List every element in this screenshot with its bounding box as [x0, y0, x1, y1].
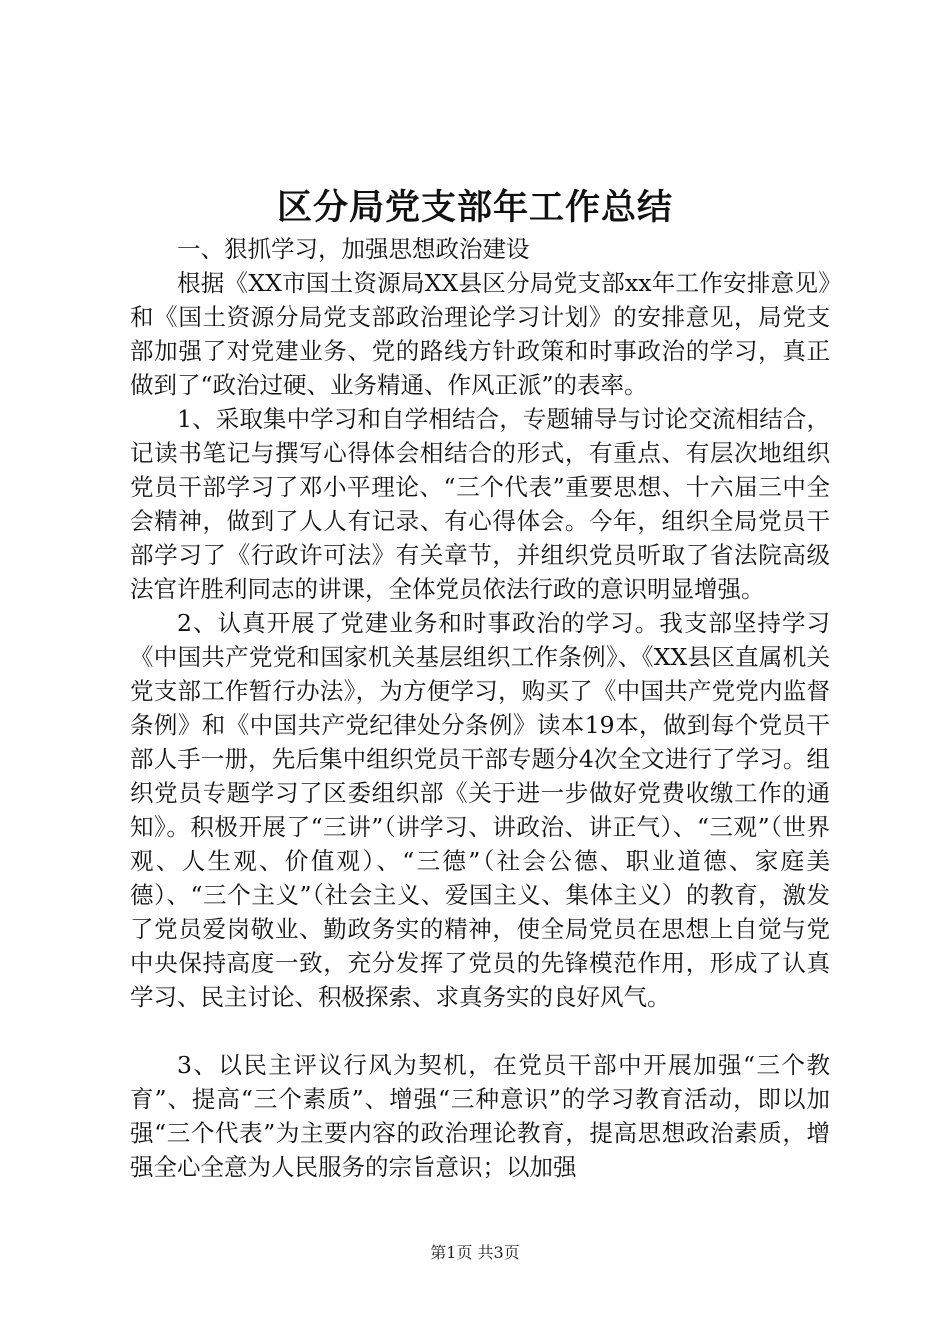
paragraph-2: 2、认真开展了党建业务和时事政治的学习。我支部坚持学习《中国共产党党和国家机关基层组织工作条例》、《XX县区直属机关党支部工作暂行办法》，为方便学习，购买了《中国共产党党内监督条例》和《中国共产党纪律处分条例》读本19本，做到每个党员干部人手一册，先后集中组织党员干部专题分4次全文进行了学习。组织党员专题学习了区委组织部《关于进一步做好党费收缴工作的通知》。积极开展了“三讲”（讲学习、讲政治、讲正气）、“三观”（世界观、人生观、价值观）、“三德”（社会公德、职业道德、家庭美德）、“三个主义”（社会主义、爱国主义、集体主义）的教育，激发了党员爱岗敬业、勤政务实的精神，使全局党员在思想上自觉与党中央保持高度一致，充分发挥了党员的先锋模范作用，形成了认真学习、民主讨论、积极探索、求真务实的良好风气。 — [130, 609, 830, 1011]
section-heading: 一、狠抓学习，加强思想政治建设 — [177, 235, 530, 263]
page-footer: 第1页 共3页 — [430, 1243, 520, 1262]
paragraph-3: 3、以民主评议行风为契机，在党员干部中开展加强“三个教育”、提高“三个素质”、增强“三种意识”的学习教育活动，即以加强“三个代表”为主要内容的政治理论教育，提高思想政治素质，增强全心全意为人民服务的宗旨意识；以加强 — [130, 1051, 830, 1181]
document-body — [130, 232, 830, 1184]
paragraph-intro: 根据《XX市国土资源局XX县区分局党支部xx年工作安排意见》和《国土资源分局党支部政治理论学习计划》的安排意见，局党支部加强了对党建业务、党的路线方针政策和时事政治的学习，真正做到了“政治过硬、业务精通、作风正派”的表率。 — [130, 269, 830, 399]
paragraph-1: 1、采取集中学习和自学相结合，专题辅导与讨论交流相结合，记读书笔记与撰写心得体会相结合的形式，有重点、有层次地组织党员干部学习了邓小平理论、“三个代表”重要思想、十六届三中全会精神，做到了人人有记录、有心得体会。今年，组织全局党员干部学习了《行政许可法》有关章节，并组织党员听取了省法院高级法官许胜利同志的讲课，全体党员依法行政的意识明显增强。 — [130, 405, 830, 603]
document-title: 区分局党支部年工作总结 — [276, 187, 673, 228]
